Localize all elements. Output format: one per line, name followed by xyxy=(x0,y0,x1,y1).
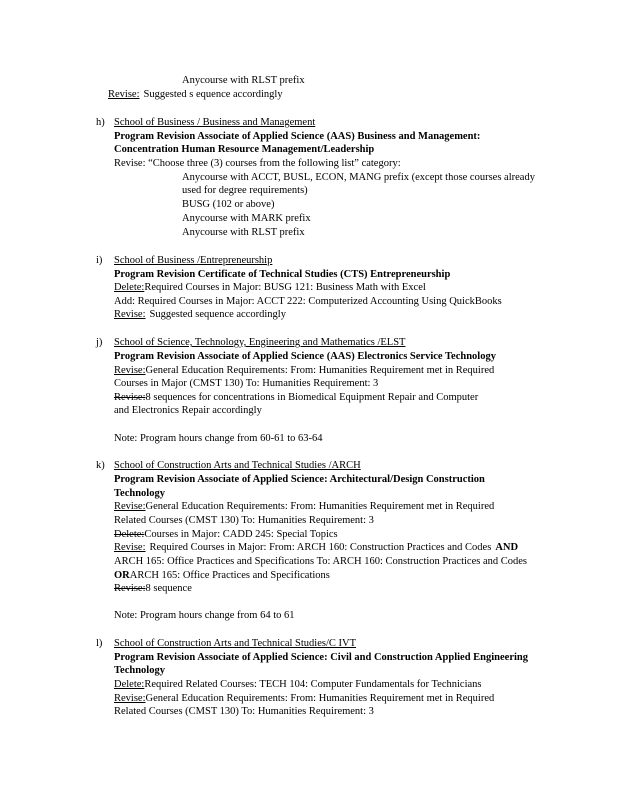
revise-label: Revise: xyxy=(114,542,146,553)
section-h-revise: Revise: “Choose three (3) courses from the following list” category: xyxy=(114,158,401,169)
revise-label: Revise: xyxy=(114,365,146,376)
section-j-heading xyxy=(96,336,405,350)
section-i-add: Add: Required Courses in Major: ACCT 222: Computerized Accounting Using QuickBooks xyxy=(114,296,502,307)
section-j-revise-3 xyxy=(114,391,478,405)
section-heading: School of Business / Business and Management xyxy=(114,117,316,128)
section-letter: i) xyxy=(96,255,103,266)
section-h-bullet-1-cont: used for degree requirements) xyxy=(182,185,308,196)
section-h-heading xyxy=(96,116,315,130)
section-i-title: Program Revision Certificate of Technical Studies (CTS) Entrepreneurship xyxy=(114,269,451,280)
revise-text: Required Courses in Major: From: ARCH 160: Construction Practices and Codes xyxy=(149,542,492,553)
section-l-revise-2: Related Courses (CMST 130) To: Humanities Requirement: 3 xyxy=(114,706,374,717)
section-h-title-2: Concentration Human Resource Management/Leadership xyxy=(114,144,375,155)
section-j-revise-2: Courses in Major (CMST 130) To: Humanities Requirement: 3 xyxy=(114,378,379,389)
section-h-bullet-2 xyxy=(160,198,274,212)
bullet-text: Anycourse with MARK prefix xyxy=(182,213,311,224)
revise-label: Revise: xyxy=(108,89,140,100)
section-j-revise-1 xyxy=(114,364,494,378)
section-k-heading xyxy=(96,459,361,473)
section-k-note: Note: Program hours change from 64 to 61 xyxy=(114,610,295,621)
revise-label: Revise: xyxy=(114,309,146,320)
section-k-revise-2: Related Courses (CMST 130) To: Humanities Requirement: 3 xyxy=(114,515,374,526)
section-k-revise-5 xyxy=(114,569,330,583)
section-h-bullet-3 xyxy=(160,212,311,226)
revise-label: Revise: xyxy=(114,583,146,594)
section-j-revise-4: and Electronics Repair accordingly xyxy=(114,405,262,416)
section-k-revise-6 xyxy=(114,582,192,596)
top-bullet-item xyxy=(160,74,305,88)
revise-text: Suggested sequence accordingly xyxy=(149,309,286,320)
delete-text: Required Related Courses: TECH 104: Computer Fundamentals for Technicians xyxy=(144,679,482,690)
section-letter: k) xyxy=(96,460,105,471)
delete-label: Delete: xyxy=(114,679,145,690)
section-h-title-1: Program Revision Associate of Applied Science (AAS) Business and Management: xyxy=(114,131,481,142)
section-i-revise xyxy=(114,308,286,322)
revise-text: 8 sequence xyxy=(145,583,192,594)
section-j-note: Note: Program hours change from 60-61 to 63-64 xyxy=(114,433,323,444)
revise-text: General Education Requirements: From: Humanities Requirement met in Required xyxy=(145,693,495,704)
section-i-heading xyxy=(96,254,272,268)
revise-text: 8 sequences for concentrations in Biomedical Equipment Repair and Computer xyxy=(145,392,479,403)
revise-text: General Education Requirements: From: Humanities Requirement met in Required xyxy=(145,501,495,512)
revise-text: Suggested s equence accordingly xyxy=(143,89,283,100)
delete-label: Delete: xyxy=(114,529,145,540)
section-k-title-1: Program Revision Associate of Applied Science: Architectural/Design Construction xyxy=(114,474,485,485)
section-k-revise-4: ARCH 165: Office Practices and Specifications To: ARCH 160: Construction Practices and Codes xyxy=(114,556,527,567)
section-k-delete xyxy=(114,528,338,542)
section-k-revise-3 xyxy=(114,541,518,555)
section-h-bullet-4 xyxy=(160,226,305,240)
section-k-title-2: Technology xyxy=(114,488,165,499)
revise-text: General Education Requirements: From: Humanities Requirement met in Required xyxy=(145,365,495,376)
section-heading: School of Construction Arts and Technical Studies/C IVT xyxy=(114,638,357,649)
section-letter: h) xyxy=(96,117,105,128)
section-heading: School of Construction Arts and Technical Studies /ARCH xyxy=(114,460,361,471)
bullet-text: Anycourse with RLST prefix xyxy=(182,227,305,238)
section-k-revise-1 xyxy=(114,500,494,514)
section-j-title: Program Revision Associate of Applied Science (AAS) Electronics Service Technology xyxy=(114,351,496,362)
section-heading: School of Business /Entrepreneurship xyxy=(114,255,273,266)
bullet-text: Anycourse with RLST prefix xyxy=(182,75,305,86)
section-l-title-2: Technology xyxy=(114,665,165,676)
top-revise-line xyxy=(108,88,283,102)
and-keyword: AND xyxy=(495,542,519,553)
section-heading: School of Science, Technology, Engineering and Mathematics /ELST xyxy=(114,337,406,348)
section-l-delete xyxy=(114,678,481,692)
revise-label: Revise: xyxy=(114,693,146,704)
revise-label: Revise: xyxy=(114,392,146,403)
revise-label: Revise: xyxy=(114,501,146,512)
section-letter: j) xyxy=(96,337,103,348)
or-keyword: OR xyxy=(114,570,130,581)
bullet-text: BUSG (102 or above) xyxy=(182,199,275,210)
revise-text: ARCH 165: Office Practices and Specifications xyxy=(129,570,330,581)
bullet-text: Anycourse with ACCT, BUSL, ECON, MANG prefix (except those courses already xyxy=(182,172,535,183)
section-l-title-1: Program Revision Associate of Applied Science: Civil and Construction Applied Engineering xyxy=(114,652,528,663)
section-l-heading xyxy=(96,637,356,651)
section-l-revise-1 xyxy=(114,692,494,706)
section-letter: l) xyxy=(96,638,103,649)
section-h-bullet-1 xyxy=(160,171,535,185)
section-i-delete xyxy=(114,281,426,295)
delete-label: Delete: xyxy=(114,282,145,293)
delete-text: Courses in Major: CADD 245: Special Topics xyxy=(144,529,338,540)
delete-text: Required Courses in Major: BUSG 121: Business Math with Excel xyxy=(144,282,426,293)
